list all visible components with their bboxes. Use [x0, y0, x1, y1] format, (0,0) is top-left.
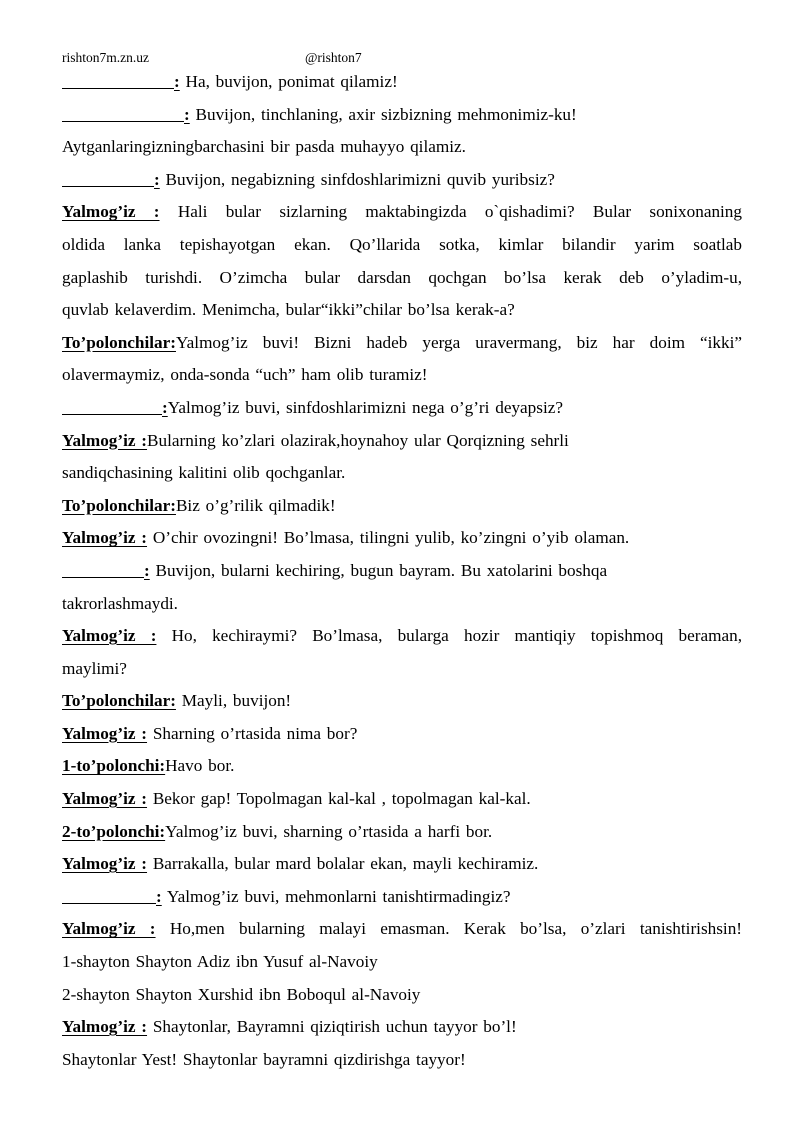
speaker-name: Yalmog’iz :	[62, 723, 148, 743]
dialogue-line	[62, 425, 742, 458]
line-text: Buvijon, tinchlaning, axir sizbizning mehmonimiz-ku!	[189, 104, 577, 124]
dialogue-line	[62, 1044, 742, 1077]
line-text: Havo bor.	[165, 756, 235, 776]
dialogue-line	[62, 131, 742, 164]
blank-speaker	[62, 166, 154, 187]
line-text: Biz o’g’rilik qilmadik!	[175, 495, 336, 515]
dialogue-line	[62, 1011, 742, 1044]
speaker-name: Yalmog’iz :	[62, 528, 148, 548]
line-text: 1-shayton Shayton Adiz ibn Yusuf al-Navoiy	[62, 952, 378, 972]
speaker-name: Yalmog’iz :	[62, 1017, 148, 1037]
dialogue-line	[62, 783, 742, 816]
blank-speaker	[62, 68, 174, 89]
dialogue-line	[62, 392, 742, 425]
line-text: Shaytonlar Yest! Shaytonlar bayramni qizdirishga tayyor!	[62, 1049, 466, 1069]
blank-speaker	[62, 557, 144, 578]
dialogue-line	[62, 522, 742, 555]
line-text: Aytganlaringizningbarchasini bir pasda muhayyo qilamiz.	[62, 137, 466, 157]
dialogue-line	[62, 848, 742, 881]
speaker-colon: :	[174, 72, 180, 91]
speaker-name: Yalmog’iz :	[62, 626, 157, 646]
blank-speaker	[62, 394, 162, 415]
line-text: oldida lanka tepishayotgan ekan. Qo’llarida sotka, kimlar bilandir yarim soatlab	[62, 234, 742, 254]
dialogue-line	[62, 327, 742, 360]
dialogue-line	[62, 816, 742, 849]
dialogue-line	[62, 164, 742, 197]
speaker-colon: :	[156, 886, 162, 906]
line-text: Bularning ko’zlari olazirak,hoynahoy ular Qorqizning sehrli	[147, 430, 569, 450]
dialogue-line	[62, 881, 742, 914]
line-text: sandiqchasining kalitini olib qochganlar.	[62, 463, 346, 483]
dialogue-line	[62, 196, 742, 229]
speaker-name: 1-to’polonchi:	[62, 756, 166, 776]
dialogue-line	[62, 229, 742, 262]
speaker-name: To’polonchilar:	[62, 495, 176, 515]
dialogue-line	[62, 66, 742, 99]
dialogue-line	[62, 913, 742, 946]
line-text: Buvijon, bularni kechiring, bugun bayram. Bu xatolarini boshqa	[149, 560, 608, 580]
line-text: Shaytonlar, Bayramni qiziqtirish uchun tayyor bo’l!	[147, 1017, 517, 1037]
speaker-colon: :	[144, 560, 150, 580]
line-text: Yalmog’iz buvi, mehmonlarni tanishtirmadingiz?	[161, 886, 511, 906]
speaker-name: Yalmog’iz :	[62, 202, 160, 222]
line-text: takrorlashmaydi.	[62, 593, 178, 613]
line-text: Hali bular sizlarning maktabingizda o`qishadimi? Bular sonixonaning	[159, 202, 742, 222]
dialogue-line	[62, 979, 742, 1012]
line-text: olavermaymiz, onda-sonda “uch” ham olib turamiz!	[62, 365, 428, 385]
line-text: Sharning o’rtasida nima bor?	[147, 723, 358, 743]
speaker-name: To’polonchilar:	[62, 332, 176, 352]
line-text: Buvijon, negabizning sinfdoshlarimizni quvib yuribsiz?	[159, 169, 555, 189]
speaker-name: 2-to’polonchi:	[62, 821, 166, 841]
line-text: Bekor gap! Topolmagan kal-kal , topolmagan kal-kal.	[147, 789, 531, 809]
dialogue-line	[62, 262, 742, 295]
line-text: Yalmog’iz buvi! Bizni hadeb yerga uravermang, biz har doim “ikki”	[175, 332, 742, 352]
line-text: gaplashib turishdi. O’zimcha bular darsdan qochgan bo’lsa kerak deb o’yladim-u,	[62, 267, 742, 287]
line-text: Mayli, buvijon!	[175, 691, 292, 711]
dialogue-text	[62, 66, 742, 1076]
dialogue-line	[62, 750, 742, 783]
line-text: Ho,men bularning malayi emasman. Kerak bo’lsa, o’zlari tanishtirishsin!	[155, 919, 742, 939]
dialogue-line	[62, 294, 742, 327]
speaker-colon: :	[154, 169, 160, 189]
speaker-name: Yalmog’iz :	[62, 919, 156, 939]
speaker-name: Yalmog’iz :	[62, 430, 148, 450]
blank-speaker	[62, 101, 184, 122]
line-text: O’chir ovozingni! Bo’lmasa, tilingni yulib, ko’zingni o’yib olaman.	[147, 528, 630, 548]
dialogue-line	[62, 99, 742, 132]
line-text: maylimi?	[62, 658, 127, 678]
dialogue-line	[62, 718, 742, 751]
dialogue-line	[62, 457, 742, 490]
speaker-name: Yalmog’iz :	[62, 854, 148, 874]
line-text: Barrakalla, bular mard bolalar ekan, mayli kechiramiz.	[147, 854, 539, 874]
site-url: rishton7m.zn.uz	[62, 50, 149, 65]
line-text: Ho, kechiraymi? Bo’lmasa, bularga hozir mantiqiy topishmoq beraman,	[156, 626, 742, 646]
dialogue-line	[62, 946, 742, 979]
line-text: 2-shayton Shayton Xurshid ibn Boboqul al-Navoiy	[62, 984, 421, 1004]
speaker-colon: :	[162, 397, 168, 417]
speaker-name: To’polonchilar:	[62, 691, 176, 711]
dialogue-line	[62, 685, 742, 718]
dialogue-line	[62, 555, 742, 588]
speaker-name: Yalmog’iz :	[62, 789, 148, 809]
channel-handle: @rishton7	[305, 50, 362, 65]
dialogue-line	[62, 620, 742, 653]
dialogue-line	[62, 359, 742, 392]
line-text: Ha, buvijon, ponimat qilamiz!	[179, 72, 398, 91]
line-text: quvlab kelaverdim. Menimcha, bular“ikki”chilar bo’lsa kerak-a?	[62, 300, 515, 320]
speaker-colon: :	[184, 104, 190, 124]
dialogue-line	[62, 490, 742, 523]
line-text: Yalmog’iz buvi, sharning o’rtasida a harfi bor.	[165, 821, 493, 841]
blank-speaker	[62, 883, 156, 904]
dialogue-line	[62, 653, 742, 686]
line-text: Yalmog’iz buvi, sinfdoshlarimizni nega o’g’ri deyapsiz?	[167, 397, 563, 417]
dialogue-line	[62, 588, 742, 621]
